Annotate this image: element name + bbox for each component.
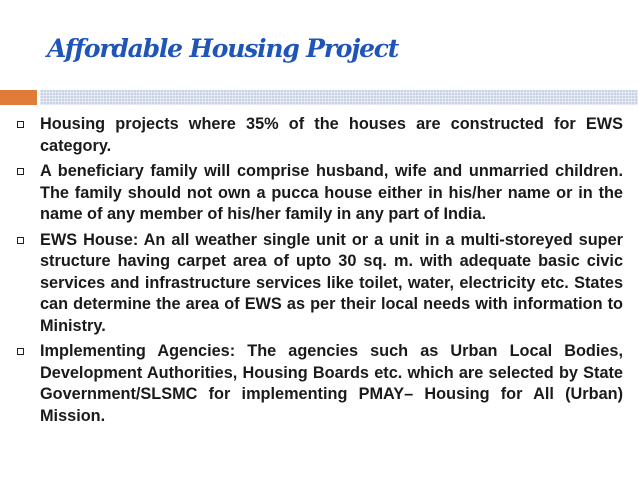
bullet-item-ews-projects [17, 114, 623, 157]
bullet-text: Housing projects where 35% of the houses are constructed for EWS category. [40, 115, 623, 155]
hollow-square-bullet-icon [17, 168, 24, 175]
hollow-square-bullet-icon [17, 237, 24, 244]
bullet-text: EWS House: An all weather single unit or a unit in a multi-storeyed super structure having carpet area of upto 30 sq. m. with adequate basic civic services and infrastructure services like toilet, water, electricity etc. States can determine the area of EWS as per their local needs with information to Ministry. [40, 230, 623, 335]
bullet-text: A beneficiary family will comprise husband, wife and unmarried children. The family should not own a pucca house either in his/her name or in the name of any member of his/her family in any part of India. [40, 162, 623, 223]
hatched-divider-band [40, 90, 638, 105]
bullet-item-ews-house [17, 230, 623, 338]
bullet-list [17, 114, 623, 431]
bullet-item-beneficiary-family [17, 161, 623, 226]
slide-title: Affordable Housing Project [47, 34, 399, 63]
bullet-item-implementing-agencies [17, 341, 623, 427]
bullet-text: Implementing Agencies: The agencies such as Urban Local Bodies, Development Authorities, Housing Boards etc. which are selected by State Government/SLSMC for implementing PMAY– Housing for All (Urban) Mission. [40, 342, 623, 425]
orange-accent-bar [0, 90, 37, 105]
hollow-square-bullet-icon [17, 121, 24, 128]
hollow-square-bullet-icon [17, 348, 24, 355]
